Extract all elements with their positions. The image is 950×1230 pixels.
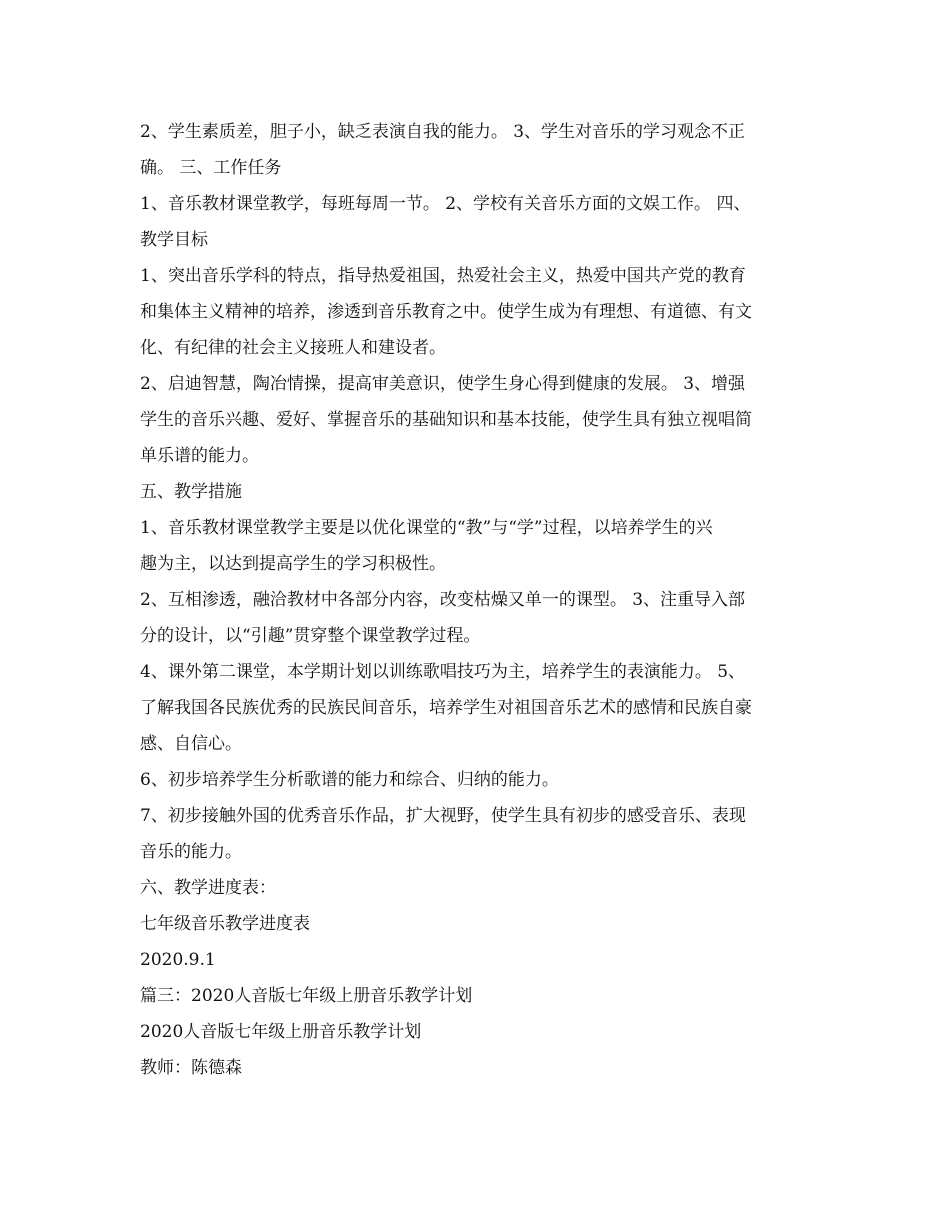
- text-line-27: 教师：陈德森: [140, 1058, 242, 1078]
- text-line-6: 和集体主义精神的培养，渗透到音乐教育之中。使学生成为有理想、有道德、有文: [140, 302, 752, 322]
- text-line-24: 2020.9.1: [140, 950, 216, 970]
- text-line-21: 音乐的能力。: [140, 842, 242, 862]
- text-line-14: 2、互相渗透，融洽教材中各部分内容，改变枯燥又单一的课型。 3、注重导入部: [140, 590, 746, 610]
- text-line-7: 化、有纪律的社会主义接班人和建设者。: [140, 338, 446, 358]
- text-line-17: 了解我国各民族优秀的民族民间音乐，培养学生对祖国音乐艺术的感情和民族自豪: [140, 698, 752, 718]
- text-line-12: 1、音乐教材课堂教学主要是以优化课堂的“教”与“学”过程，以培养学生的兴: [140, 518, 713, 538]
- text-line-23: 七年级音乐教学进度表: [140, 914, 310, 934]
- text-line-8: 2、启迪智慧，陶冶情操，提高审美意识，使学生身心得到健康的发展。 3、增强: [140, 374, 746, 394]
- text-line-15: 分的设计，以“引趣”贯穿整个课堂教学过程。: [140, 626, 481, 646]
- text-line-25: 篇三：2020人音版七年级上册音乐教学计划: [140, 986, 473, 1006]
- text-line-4: 教学目标: [140, 230, 208, 250]
- text-line-13: 趣为主，以达到提高学生的学习积极性。: [140, 554, 446, 574]
- text-line-18: 感、自信心。: [140, 734, 242, 754]
- text-line-22: 六、教学进度表：: [140, 878, 276, 898]
- text-line-2: 确。 三、工作任务: [140, 158, 282, 178]
- text-line-20: 7、初步接触外国的优秀音乐作品，扩大视野，使学生具有初步的感受音乐、表现: [140, 806, 746, 826]
- text-line-16: 4、课外第二课堂，本学期计划以训练歌唱技巧为主，培养学生的表演能力。 5、: [140, 662, 746, 682]
- text-line-5: 1、突出音乐学科的特点，指导热爱祖国，热爱社会主义，热爱中国共产党的教育: [140, 266, 746, 286]
- text-line-9: 学生的音乐兴趣、爱好、掌握音乐的基础知识和基本技能，使学生具有独立视唱简: [140, 410, 752, 430]
- text-line-3: 1、音乐教材课堂教学，每班每周一节。 2、学校有关音乐方面的文娱工作。 四、: [140, 194, 751, 214]
- text-line-10: 单乐谱的能力。: [140, 446, 259, 466]
- text-line-19: 6、初步培养学生分析歌谱的能力和综合、归纳的能力。: [140, 770, 559, 790]
- text-line-1: 2、学生素质差，胆子小，缺乏表演自我的能力。 3、学生对音乐的学习观念不正: [140, 122, 746, 142]
- text-line-26: 2020人音版七年级上册音乐教学计划: [140, 1022, 422, 1042]
- text-line-11: 五、教学措施: [140, 482, 242, 502]
